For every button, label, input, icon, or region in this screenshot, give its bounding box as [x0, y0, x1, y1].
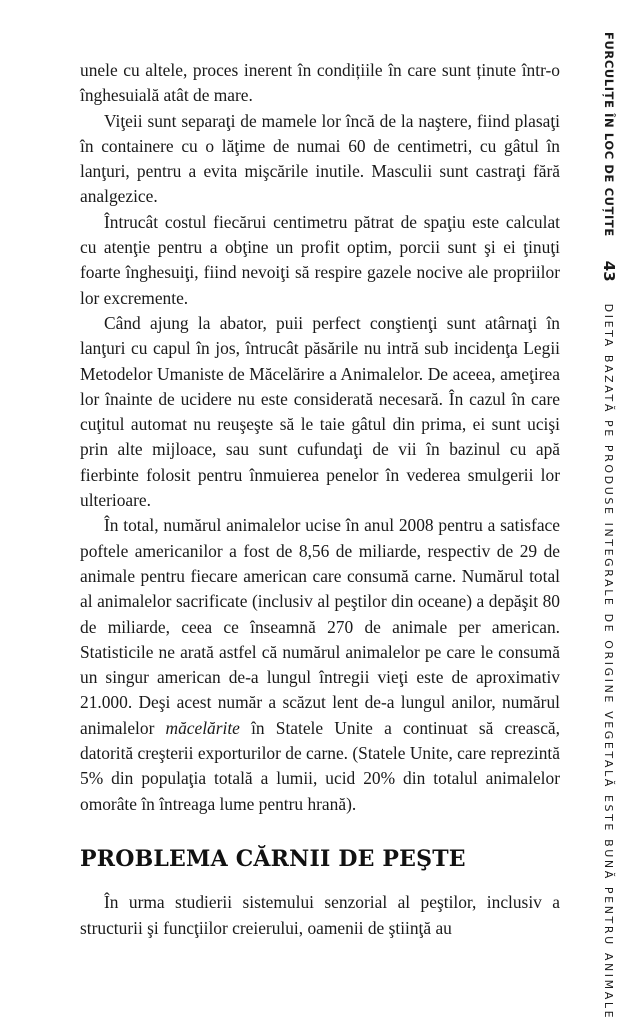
main-text	[80, 58, 560, 941]
running-title: FURCULIȚE ÎN LOC DE CUȚITE	[602, 32, 616, 237]
paragraph-1: unele cu altele, proces inerent în condițiile în care sunt ținute într-o înghesuială atât de mare.	[80, 60, 560, 106]
paragraph-5-start: În total, numărul animalelor ucise în anul 2008 pentru a satisface poftele americanilor a fost de 8,56 de miliarde, respectiv de 29 de animale pentru fiecare american care consumă carne. Numărul total al animalelor sacrificate (inclusiv al peştilor din oceane) a depăşit 80 de miliarde, ceea ce înseamnă 270 de animale per american. Statisticile ne arată astfel că numărul animalelor pe care le consumă un singur american de-a lungul întregii vieţi este de aproximativ 21.000. Deşi acest număr a scăzut lent de-a lungul anilor, numărul animalelor	[80, 515, 560, 738]
paragraph-5-end: în Statele Unite a continuat să crească, datorită creşterii exporturilor de carne. (Statele Unite, care reprezintă 5% din populaţia totală a lumii, ucid 20% din totalul animalelor omorâte în întreaga lume pentru hrană).	[80, 717, 560, 814]
page-number: 43	[600, 260, 618, 282]
paragraph-4: Când ajung la abator, puii perfect conştienţi sunt atârnaţi în lanţuri cu capul în jos, întrucât păsările nu intră sub incidenţa Legii Metodelor Umaniste de Măcelărire a Animalelor. De aceea, ameţirea lor înainte de ucidere nu este considerată necesară. În cazul în care cuţitul automat nu reuşeşte să le taie gâtul din prima, ei sunt ucişi prin alte mijloace, sau sunt cufundaţi de vii în bazinul cu apă fierbinte folosit pentru înmuierea penelor în vederea smulgerii lor ulterioare.	[80, 312, 560, 511]
paragraph-2: Viţeii sunt separaţi de mamele lor încă de la naştere, fiind plasaţi în containere cu o lăţime de numai 60 de centimetri, cu gâtul în lanţuri, pentru a evita mişcările inutile. Masculii sunt castraţi fără analgezice.	[80, 110, 560, 207]
paragraph-6: În urma studierii sistemului senzorial al peştilor, inclusiv a structurii şi funcţiilor creierului, oamenii de ştiinţă au	[80, 892, 560, 938]
side-margin	[594, 32, 624, 1020]
italic-word: măcelărite	[165, 717, 240, 738]
paragraph-5	[80, 513, 560, 817]
side-header	[594, 32, 624, 1020]
paragraph-3: Întrucât costul fiecărui centimetru pătrat de spaţiu este calculat cu atenţie pentru a obţine un profit optim, porcii sunt şi ei ţinuţi foarte înghesuiţi, fiind nevoiţi să respire gazele nocive ale propriilor lor excremente.	[80, 211, 560, 308]
book-title: DIETA BAZATĂ PE PRODUSE INTEGRALE DE ORIGINE VEGETALĂ ESTE BUNĂ PENTRU ANIMALE	[602, 303, 616, 1020]
section-heading: PROBLEMA CĂRNII DE PEŞTE	[80, 845, 466, 872]
